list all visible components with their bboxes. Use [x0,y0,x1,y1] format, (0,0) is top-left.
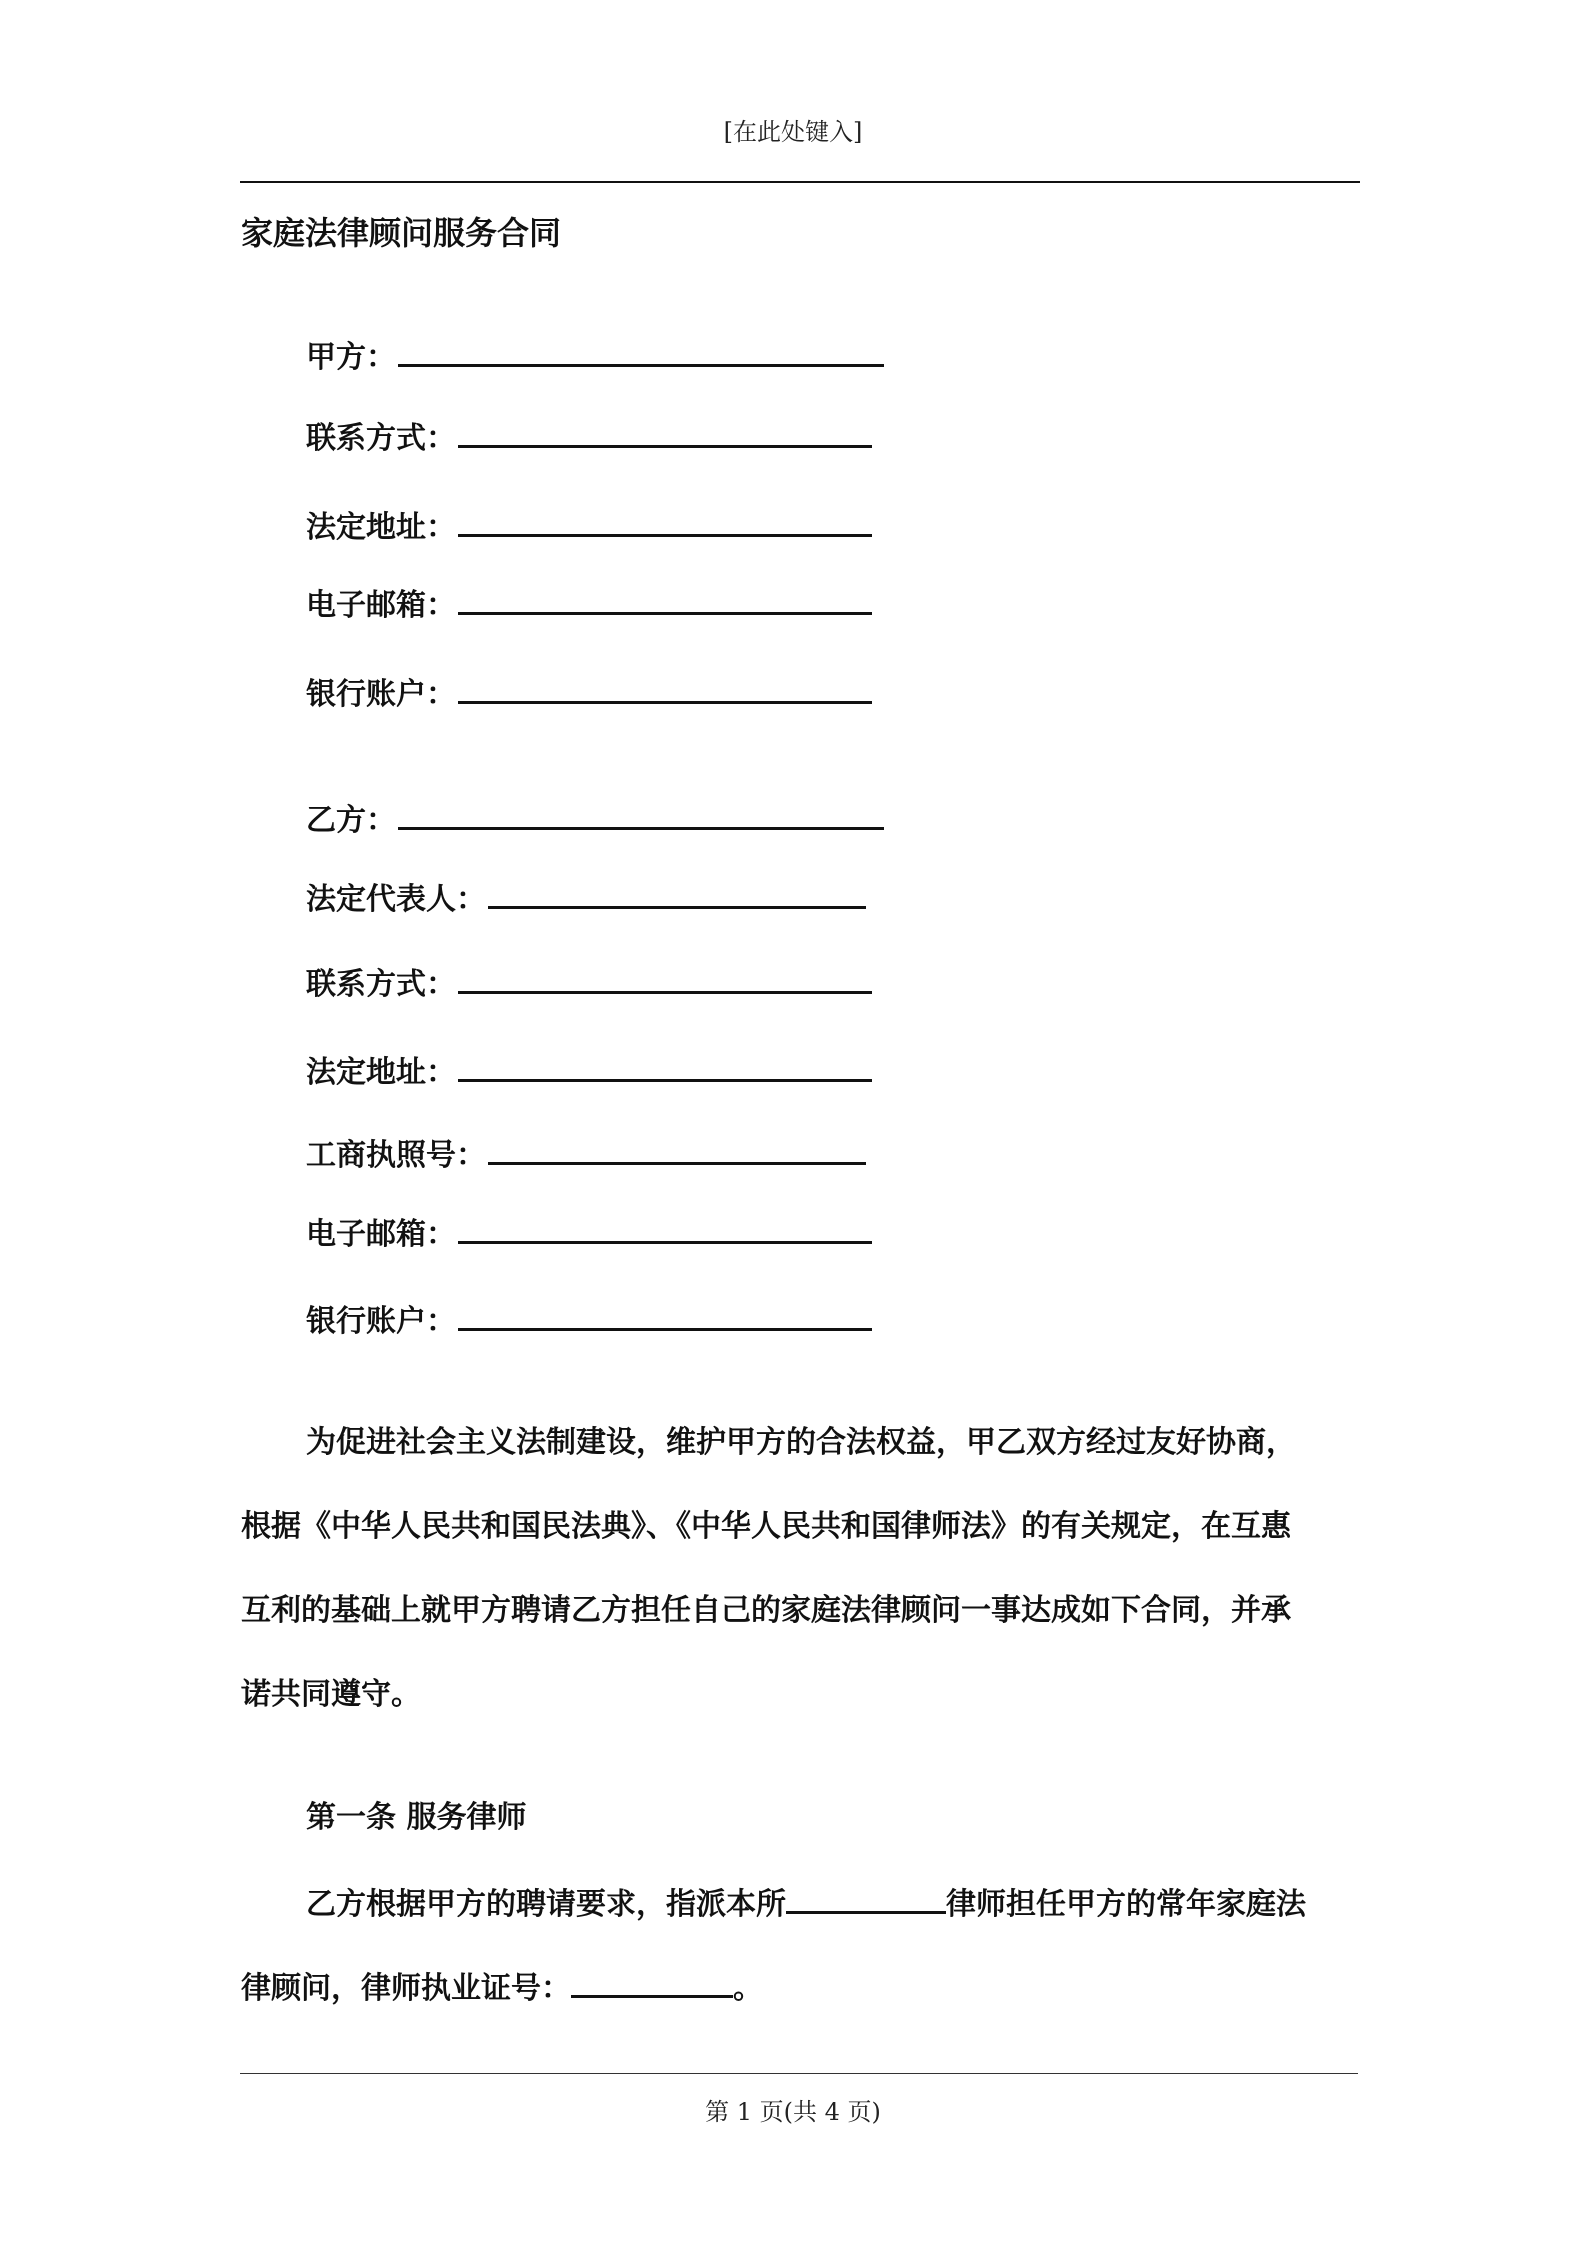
footer-rule [240,2073,1358,2074]
fill-blank [458,1215,872,1244]
field-party-a-email [306,586,872,626]
lawyer-name-blank [786,1885,946,1914]
field-party-a-address [306,508,872,548]
field-label: 联系方式： [306,967,456,1002]
field-party-a [306,338,884,378]
field-party-a-contact [306,419,872,459]
field-label: 法定地址： [306,510,456,545]
article-1-text-c: 律顾问，律师执业证号： [241,1971,571,2006]
document-title: 家庭法律顾问服务合同 [241,214,562,252]
fill-blank [458,1053,872,1082]
field-label: 乙方： [306,803,396,838]
fill-blank [458,965,872,994]
field-label: 银行账户： [306,1304,456,1339]
header-rule [240,181,1360,183]
fill-blank [488,880,866,909]
field-party-b-representative [306,880,866,920]
field-label: 银行账户： [306,677,456,712]
field-label: 工商执照号： [306,1138,486,1173]
article-1-text-a: 乙方根据甲方的聘请要求，指派本所 [306,1887,786,1922]
preamble-line-4: 诺共同遵守。 [241,1677,421,1712]
field-party-b-bank [306,1302,872,1342]
article-1-heading: 第一条 服务律师 [306,1800,527,1835]
fill-blank [398,801,884,830]
page-header: [在此处键入] [723,118,863,146]
field-party-b-address [306,1053,872,1093]
article-1-line-2 [241,1969,1361,2009]
field-party-b-contact [306,965,872,1005]
fill-blank [458,1302,872,1331]
field-label: 电子邮箱： [306,588,456,623]
preamble-line-2: 根据《中华人民共和国民法典》、《中华人民共和国律师法》的有关规定，在互惠 [241,1509,1291,1544]
fill-blank [488,1136,866,1165]
field-label: 电子邮箱： [306,1217,456,1252]
field-party-b [306,801,884,841]
page-footer: 第 1 页(共 4 页) [705,2098,881,2126]
article-1-text-b: 律师担任甲方的常年家庭法 [946,1887,1306,1922]
preamble-line-1: 为促进社会主义法制建设，维护甲方的合法权益，甲乙双方经过友好协商， [306,1425,1296,1460]
fill-blank [458,675,872,704]
article-1-text-d: 。 [733,1971,763,2006]
field-label: 法定代表人： [306,882,486,917]
fill-blank [458,586,872,615]
fill-blank [398,338,884,367]
license-number-blank [571,1969,733,1998]
field-party-a-bank [306,675,872,715]
fill-blank [458,508,872,537]
field-label: 联系方式： [306,421,456,456]
preamble-line-3: 互利的基础上就甲方聘请乙方担任自己的家庭法律顾问一事达成如下合同，并承 [241,1593,1291,1628]
field-label: 法定地址： [306,1055,456,1090]
field-party-b-email [306,1215,872,1255]
field-party-b-license [306,1136,866,1176]
field-label: 甲方： [306,340,396,375]
article-1-line-1 [306,1885,1361,1925]
fill-blank [458,419,872,448]
